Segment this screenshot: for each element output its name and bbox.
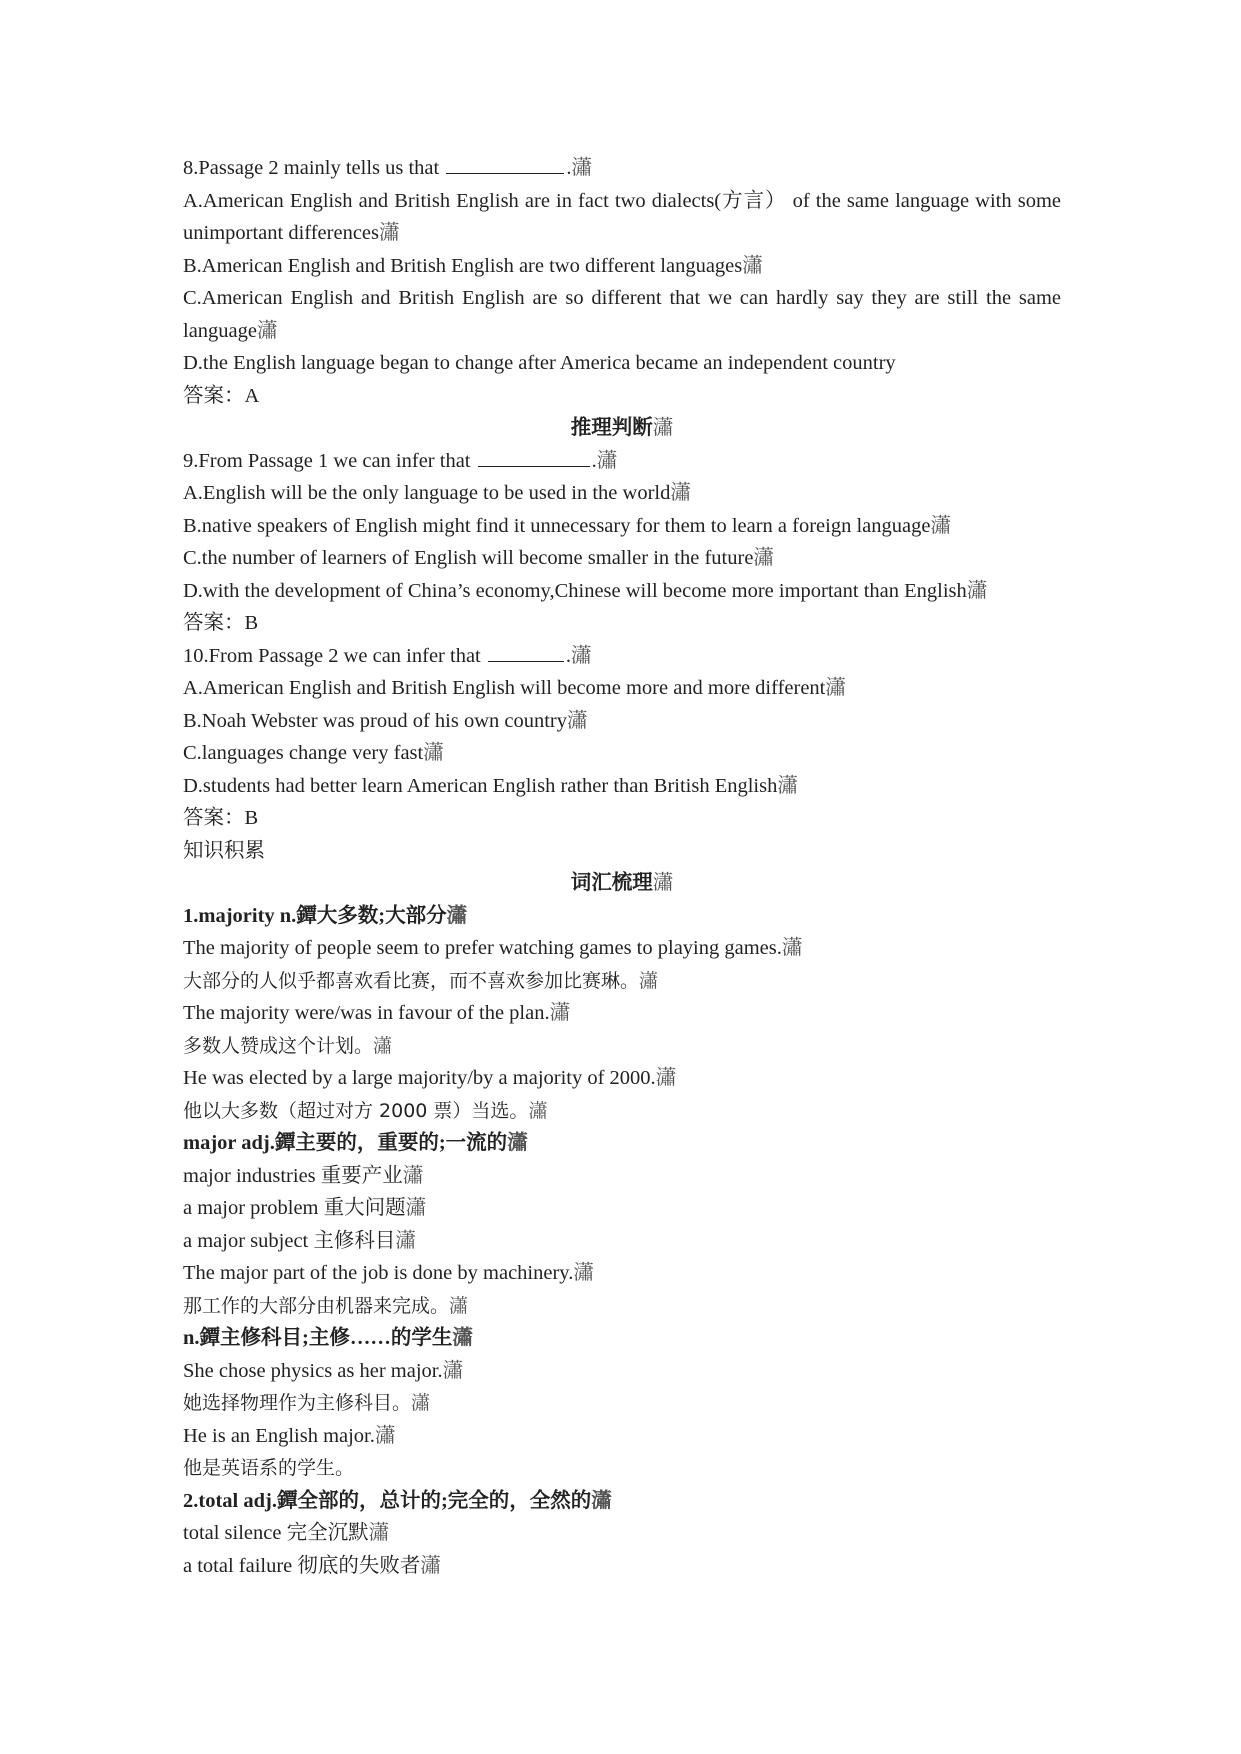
question-10-option-a: A.American English and British English will become more and more different瀟 — [183, 677, 846, 699]
answer-blank — [488, 643, 564, 662]
vocab-example: He was elected by a large majority/by a majority of 2000.瀟 — [183, 1067, 677, 1089]
vocab-translation: 他是英语系的学生。 — [183, 1457, 355, 1479]
question-8-option-d: D.the English language began to change after America became an independent country — [183, 352, 896, 374]
vocab-entry-major-adj: major adj.鐔主要的，重要的;一流的瀟 — [183, 1132, 528, 1154]
question-8-stem: 8.Passage 2 mainly tells us that .瀟 — [183, 157, 592, 179]
question-9-answer: 答案：B — [183, 612, 259, 634]
vocab-phrase: total silence 完全沉默瀟 — [183, 1522, 390, 1544]
question-10-answer: 答案：B — [183, 807, 259, 829]
question-10-option-d: D.students had better learn American English rather than British English瀟 — [183, 774, 798, 797]
vocab-translation: 那工作的大部分由机器来完成。瀟 — [183, 1294, 469, 1317]
vocab-entry-majority: 1.majority n.鐔大多数;大部分瀟 — [183, 904, 468, 927]
answer-blank — [478, 448, 590, 467]
vocab-translation: 他以大多数（超过对方 2000 票）当选。瀟 — [183, 1099, 548, 1122]
question-8-answer: 答案：A — [183, 384, 260, 407]
question-10-option-c: C.languages change very fast瀟 — [183, 742, 444, 764]
vocab-phrase: a major subject 主修科目瀟 — [183, 1229, 416, 1252]
question-8-option-c: C.American English and British English are so different that we can hardly say they are still the same language瀟 — [183, 287, 1061, 342]
question-10-option-b: B.Noah Webster was proud of his own country瀟 — [183, 709, 588, 732]
vocab-entry-major-n: n.鐔主修科目;主修……的学生瀟 — [183, 1327, 473, 1349]
vocab-translation: 大部分的人似乎都喜欢看比赛，而不喜欢参加比赛琳。瀟 — [183, 969, 659, 992]
vocab-example: The major part of the job is done by machinery.瀟 — [183, 1262, 594, 1284]
vocab-phrase: major industries 重要产业瀟 — [183, 1164, 424, 1187]
vocab-entry-total: 2.total adj.鐔全部的，总计的;完全的，全然的瀟 — [183, 1489, 612, 1512]
vocab-translation: 她选择物理作为主修科目。瀟 — [183, 1392, 431, 1414]
question-8-option-a: A.American English and British English are in fact two dialects(方言） of the same language with some unimportant differences瀟 — [183, 189, 1061, 244]
question-9-option-a: A.English will be the only language to be used in the world瀟 — [183, 482, 691, 504]
knowledge-heading: 知识积累 — [183, 839, 265, 862]
question-9-option-d: D.with the development of China’s economy,Chinese will become more important than English瀟 — [183, 579, 988, 602]
vocab-example: The majority were/was in favour of the plan.瀟 — [183, 1002, 571, 1024]
section-heading-inference: 推理判断瀟 — [570, 417, 674, 439]
vocab-example: She chose physics as her major.瀟 — [183, 1359, 464, 1382]
vocab-phrase: a total failure 彻底的失败者瀟 — [183, 1554, 441, 1577]
question-9-stem: 9.From Passage 1 we can infer that .瀟 — [183, 449, 618, 472]
vocab-phrase: a major problem 重大问题瀟 — [183, 1197, 427, 1219]
question-10-stem: 10.From Passage 2 we can infer that .瀟 — [183, 644, 592, 667]
vocab-example: The majority of people seem to prefer watching games to playing games.瀟 — [183, 937, 803, 959]
vocab-heading: 词汇梳理瀟 — [570, 872, 674, 894]
question-8-option-b: B.American English and British English are two different languages瀟 — [183, 254, 763, 277]
answer-blank — [446, 155, 564, 174]
question-9-option-b: B.native speakers of English might find it unnecessary for them to learn a foreign language瀟 — [183, 514, 951, 537]
document-page — [183, 152, 1061, 1582]
vocab-example: He is an English major.瀟 — [183, 1424, 396, 1447]
question-9-option-c: C.the number of learners of English will become smaller in the future瀟 — [183, 547, 774, 569]
vocab-translation: 多数人赞成这个计划。瀟 — [183, 1034, 393, 1057]
